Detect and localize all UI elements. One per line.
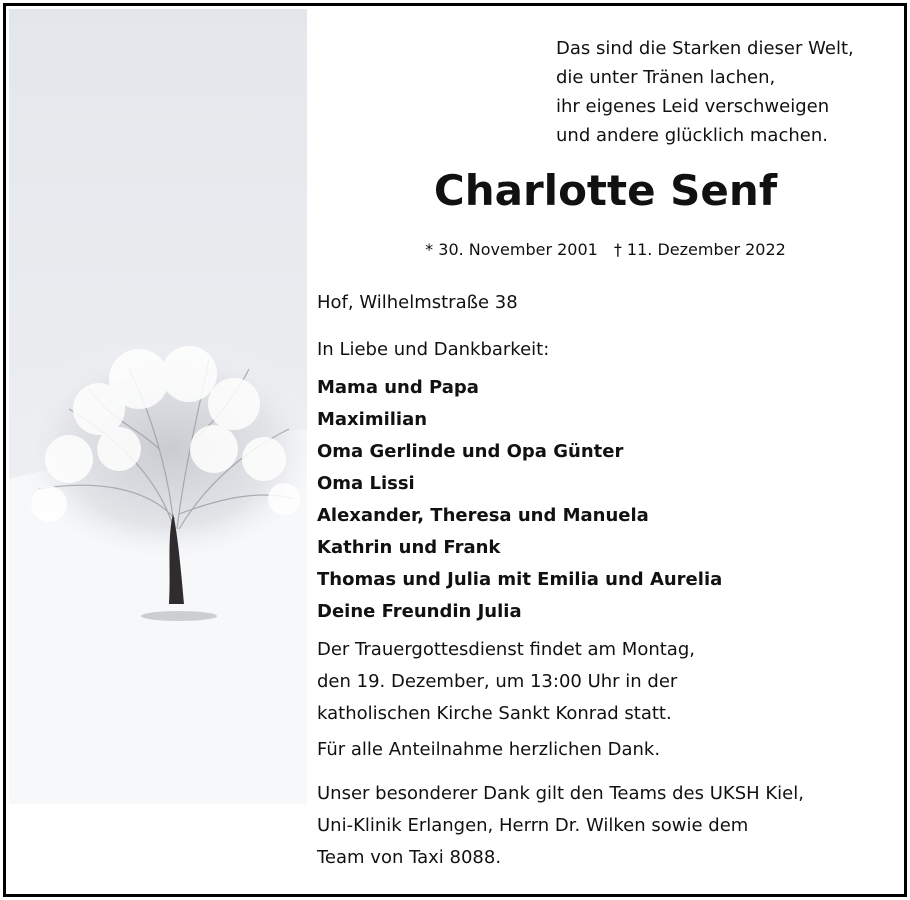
snow-covered-tree-icon	[9, 9, 307, 804]
poem	[556, 34, 886, 150]
death-date: † 11. Dezember 2022	[613, 240, 786, 259]
address: Hof, Wilhelmstraße 38	[317, 292, 518, 313]
mourner: Alexander, Theresa und Manuela	[317, 505, 649, 526]
poem-line: die unter Tränen lachen,	[556, 67, 776, 88]
mourner: Oma Lissi	[317, 473, 415, 494]
poem-line: ihr eigenes Leid verschweigen	[556, 96, 830, 117]
mourner: Maximilian	[317, 409, 428, 430]
mourner: Oma Gerlinde und Opa Günter	[317, 441, 624, 462]
special-thanks-line: Uni-Klinik Erlangen, Herrn Dr. Wilken sowie dem	[317, 815, 749, 836]
deceased-name: Charlotte Senf	[433, 166, 778, 215]
notice-text	[313, 6, 898, 894]
obituary-notice	[3, 3, 907, 897]
mourners-list	[317, 372, 722, 628]
mourner: Kathrin und Frank	[317, 537, 501, 558]
service-line: Der Trauergottesdienst findet am Montag,	[317, 639, 695, 660]
birth-date: * 30. November 2001	[425, 240, 598, 259]
winter-tree-photo	[9, 9, 307, 804]
general-thanks: Für alle Anteilnahme herzlichen Dank.	[317, 739, 661, 760]
special-thanks	[317, 778, 804, 874]
poem-line: Das sind die Starken dieser Welt,	[556, 38, 854, 59]
poem-line: und andere glücklich machen.	[556, 125, 828, 146]
service-line: katholischen Kirche Sankt Konrad statt.	[317, 703, 672, 724]
mourners-intro: In Liebe und Dankbarkeit:	[317, 339, 550, 360]
life-dates	[313, 240, 898, 259]
special-thanks-line: Unser besonderer Dank gilt den Teams des UKSH Kiel,	[317, 783, 804, 804]
service-line: den 19. Dezember, um 13:00 Uhr in der	[317, 671, 678, 692]
mourner: Deine Freundin Julia	[317, 601, 522, 622]
mourner: Mama und Papa	[317, 377, 479, 398]
funeral-service-info	[317, 634, 695, 730]
special-thanks-line: Team von Taxi 8088.	[317, 847, 502, 868]
mourner: Thomas und Julia mit Emilia und Aurelia	[317, 569, 723, 590]
